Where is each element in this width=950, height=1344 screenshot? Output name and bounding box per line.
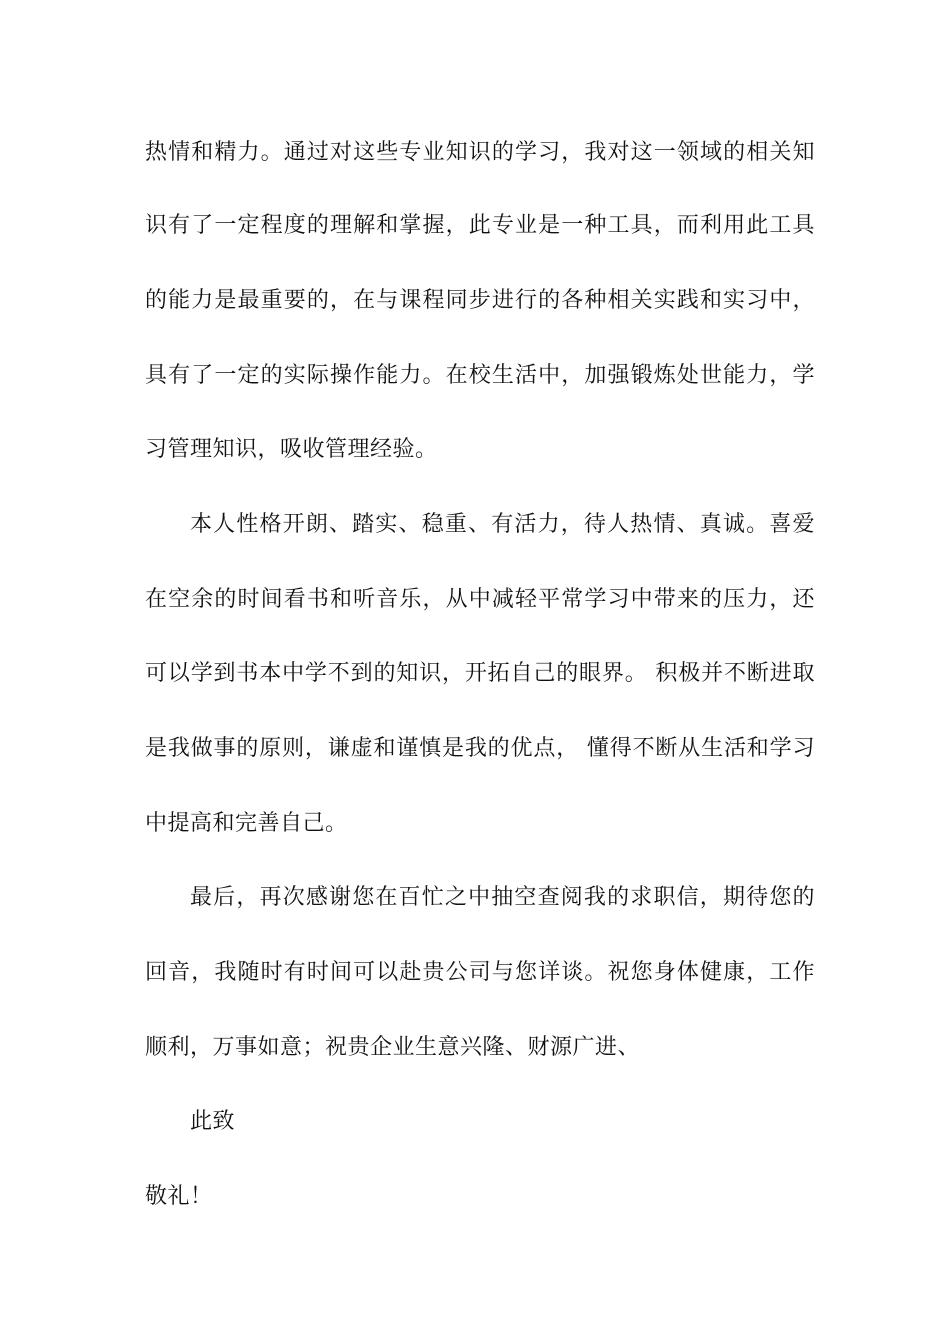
paragraph-line: 的能力是最重要的，在与课程同步进行的各种相关实践和实习中， — [145, 288, 815, 313]
paragraph-line: 识有了一定程度的理解和掌握，此专业是一种工具，而利用此工具 — [145, 213, 815, 238]
paragraph-line: 中提高和完善自己。 — [145, 811, 348, 836]
closing-salutation: 此致 — [190, 1109, 236, 1134]
paragraph-line: 最后，再次感谢您在百忙之中抽空查阅我的求职信，期待您的 — [190, 885, 815, 910]
closing-regards: 敬礼！ — [145, 1184, 213, 1209]
paragraph-line: 热情和精力。通过对这些专业知识的学习，我对这一领域的相关知 — [145, 140, 815, 165]
paragraph-line: 顺利，万事如意；祝贵企业生意兴隆、财源广进、 — [145, 1035, 641, 1060]
paragraph-line: 具有了一定的实际操作能力。在校生活中，加强锻炼处世能力，学 — [145, 363, 815, 388]
paragraph-line: 是我做事的原则，谦虚和谨慎是我的优点， 懂得不断从生活和学习 — [145, 736, 815, 761]
paragraph-line: 可以学到书本中学不到的知识，开拓自己的眼界。 积极并不断进取 — [145, 661, 815, 686]
paragraph-line: 习管理知识，吸收管理经验。 — [145, 437, 438, 462]
paragraph-line: 回音，我随时有时间可以赴贵公司与您详谈。祝您身体健康，工作 — [145, 960, 815, 985]
paragraph-line: 本人性格开朗、踏实、稳重、有活力，待人热情、真诚。喜爱 — [190, 512, 815, 537]
paragraph-line: 在空余的时间看书和听音乐，从中减轻平常学习中带来的压力，还 — [145, 587, 815, 612]
